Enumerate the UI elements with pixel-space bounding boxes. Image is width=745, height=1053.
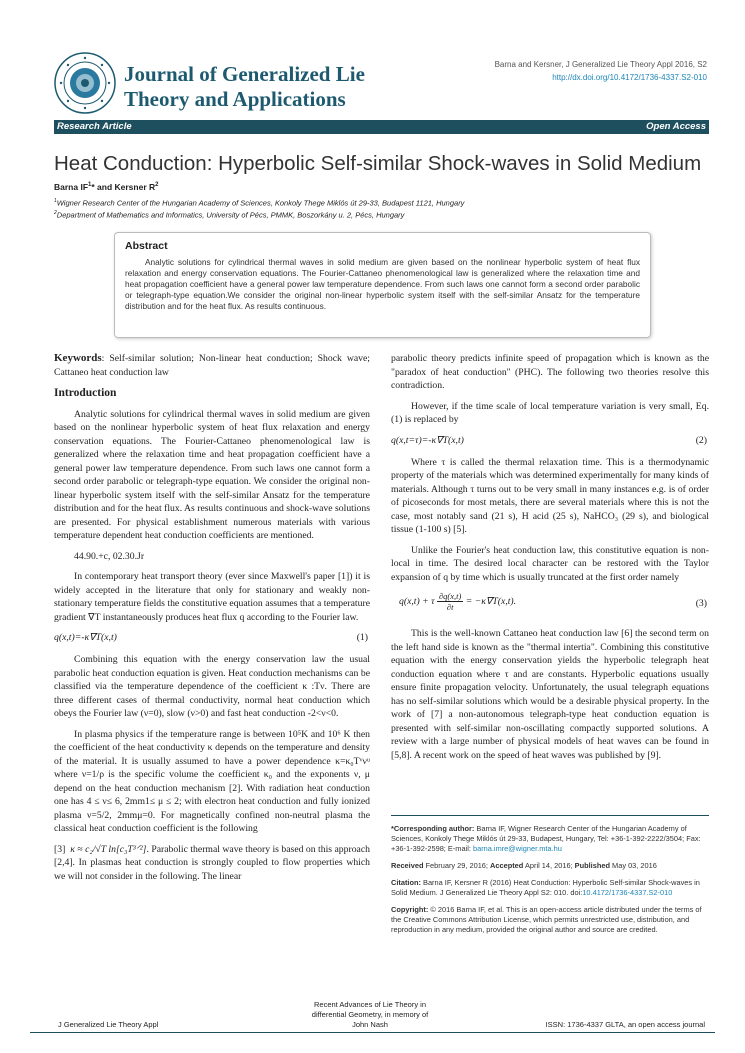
header-citation: Barna and Kersner, J Generalized Lie Theory Appl 2016, S2: [494, 60, 707, 69]
article-type-bar: [54, 120, 709, 134]
footer-center: [290, 1000, 450, 1030]
footer-issn: ISSN: 1736-4337 GLTA, an open access journal: [545, 1020, 705, 1029]
copyright-label: Copyright:: [391, 905, 429, 914]
article-type-label: Research Article: [57, 121, 132, 132]
equation-2-number: (2): [695, 434, 707, 446]
equation-2: [391, 434, 709, 448]
corresponding-author-text: Barna IF, Wigner Research Center of the Hungarian Academy of Sciences, Konkoly Thege Miklós út 29-33, Budapest, Hungary, Tel: +36-1-392-2222/3504; Fax: +36-1-392-2598; E-mail:: [391, 824, 701, 853]
received-label: Received: [391, 861, 424, 870]
citation: [391, 878, 709, 898]
right-paragraph-5: This is the well-known Cattaneo heat conduction law [6] the second term on the left hand side is known as the "thermal intertia". Combining this constitutive equation with the energy conservation yields the hyperbolic telegraph heat conduction equation where τ and are constants. Hyperbolic equations usually ensure finite propagation velocity. Unfortunately, the usual telegraph equations has no self-similar solutions which would be a desirable physical property. In the work of [7] a non-autonomous telegraph-type heat conduction equation is presented with self-similar non-oscillating compactly supported solutions. A review with a large number of physical models of heat waves can be found in [5,8]. A recent work on the speed of heat waves was published by [9].: [391, 628, 709, 761]
right-paragraph-1: parabolic theory predicts infinite speed of propagation which is known as the "paradox of heat conduction" (PHC). The following two theories resolve this contradiction.: [391, 353, 709, 391]
citation-label: Citation:: [391, 878, 421, 887]
citation-doi-link[interactable]: 10.4172/1736-4337.S2-010: [582, 888, 673, 897]
kappa-formula: κ ≈ c₂/√T ln[c₃T³ᐟ²]: [70, 843, 147, 855]
right-paragraph-3: Where τ is called the thermal relaxation time. This is a thermodynamic property of the materials which was determined experimentally for many kinds of materials. Although τ turns out to be very small in many instances e.g. is of order of picoseconds for most metals, there are several materials where this is not the case, most notably sand (21 s), H acid (25 s), NaHCO₃ (29 s), and biological tissue (1-100 s) [5].: [391, 456, 709, 535]
footer-center-line-1: Recent Advances of Lie Theory in: [313, 1000, 426, 1009]
introduction-heading: Introduction: [54, 387, 117, 399]
author-email-link[interactable]: barna.imre@wigner.mta.hu: [472, 844, 562, 853]
abstract-text: Analytic solutions for cylindrical thermal waves in solid medium are given based on the nonlinear hyperbolic system of heat flux relaxation and energy conservation equations. The Fourier-Cattaneo phenomenological law is generalized where the relaxation time and heat propagation coefficient have a general power law temperature dependence. From such laws one cannot form a second order parabolic or telegraph-type equation.We consider the original non-linear hyperbolic system itself with the self-similar Ansatz for the temperature distribution and for the heat flux. As results continuous.: [125, 257, 640, 311]
abstract-box: [114, 232, 651, 338]
corresponding-author: [391, 824, 709, 854]
affiliation-1: $^1$Wigner Research Center of the Hungarian Academy of Sciences, Konkoly Thege Miklós út 29-33, Budapest 1121, Hungary: [54, 198, 465, 208]
header-doi-link[interactable]: http://dx.doi.org/10.4172/1736-4337.S2-010: [552, 73, 707, 82]
left-column: [54, 352, 370, 890]
intro-paragraph-2: In contemporary heat transport theory (ever since Maxwell's paper [1]) it is widely accepted in the literature that only for stationary and weakly non-stationary temperature fields the constitutive equation assumes that a temperature gradient ∇T instantaneously produces heat flux q according to the Fourier law.: [54, 571, 370, 623]
open-access-label: Open Access: [646, 121, 706, 132]
published-label: Published: [574, 861, 610, 870]
journal-title: Journal of Generalized Lie Theory and Applications: [124, 62, 365, 111]
keywords-label: Keywords: [54, 352, 102, 364]
right-paragraph-2: However, if the time scale of local temperature variation is very small, Eq. (1) is replaced by: [391, 400, 709, 425]
equation-3-denominator: ∂t: [446, 602, 454, 612]
footer-journal: J Generalized Lie Theory Appl: [58, 1020, 159, 1029]
equation-1-number: (1): [356, 632, 368, 643]
footer-divider: [30, 1032, 715, 1033]
equation-3-left: q(x,t) + τ: [399, 595, 435, 607]
right-paragraph-4: Unlike the Fourier's heat conduction law, this constitutive equation is non-local in time. The desired local character can be restored with the Taylor expansion of q by time which is usually truncated at the first order namely: [391, 544, 709, 583]
accepted-label: Accepted: [490, 861, 524, 870]
corresponding-author-label: *Corresponding author:: [391, 824, 475, 833]
dates: [391, 861, 709, 871]
received-date: February 29, 2016;: [423, 861, 491, 870]
footer-center-line-3: John Nash: [352, 1020, 388, 1029]
equation-3: [391, 591, 709, 619]
journal-logo-icon: [54, 52, 116, 114]
intro-paragraph-5: [54, 843, 370, 884]
affiliation-2: $^2$Department of Mathematics and Informatics, University of Pécs, PMMK, Boszorkány u. 2, Pécs, Hungary: [54, 210, 405, 220]
footnote-block: [391, 815, 709, 942]
copyright: [391, 905, 709, 935]
published-date: May 03, 2016: [610, 861, 657, 870]
equation-3-right: = −κ∇T(x,t).: [465, 595, 517, 607]
authors: Barna $IF^1*$ and Kersner $R^2$: [54, 182, 159, 192]
citation-text: Barna IF, Kersner R (2016) Heat Conduction: Hyperbolic Self-similar Shock-waves in Solid Medium. J Generalized Lie Theory Appl S2: 010. doi:: [391, 878, 700, 897]
paper-title: Heat Conduction: Hyperbolic Self-similar Shock-waves in Solid Medium: [54, 152, 702, 175]
right-column: [391, 352, 709, 769]
copyright-text: © 2016 Barna IF, et al. This is an open-access article distributed under the terms of the Creative Commons Attribution License, which permits unrestricted use, distribution, and reproduction in any medium, provided the original author and source are credited.: [391, 905, 702, 934]
equation-1-body: q(x,t)=-κ∇T(x,t): [54, 632, 117, 643]
footer-center-line-2: differential Geometry, in memory of: [311, 1010, 429, 1019]
equation-3-numerator: ∂q(x,t): [438, 591, 462, 601]
intro-paragraph-5-text: . Parabolic thermal wave theory is based on this approach [2,4]. In plasmas heat conduction is strongly coupled to flow properties which we will not consider in the following. The linear: [54, 843, 370, 882]
intro-paragraph-3: Combining this equation with the energy conservation law the usual parabolic heat conduction equation is given. Heat conduction mechanisms can be classified via the temperature dependence of the coefficient κ :Tν. There are three different cases of thermal conductivity, normal heat conduction which obeys the Fourier law (ν=0), slow (ν>0) and fast heat conduction -2<ν<0.: [54, 654, 370, 719]
intro-paragraph-1: Analytic solutions for cylindrical thermal waves in solid medium are given based on the nonlinear hyperbolic system of heat flux relaxation and energy conservation equations. The Fourier-Cattaneo phenomenological law is generalized where the relaxation time and heat propagation coefficient have a general power law temperature dependence. From such laws one cannot form a second order parabolic or telegraph-type equation. We consider the original non-linear hyperbolic system itself with the self-similar Ansatz for the temperature distribution and for the heat flux. As results continuous and shock-wave solutions are presented. For physical establishment numerous materials with various temperature dependent heat conduction coefficients are mentioned.: [54, 408, 370, 541]
equation-3-fraction: [437, 591, 463, 612]
equation-1: [54, 631, 370, 645]
accepted-date: April 14, 2016;: [523, 861, 575, 870]
abstract-heading: Abstract: [125, 240, 168, 252]
pacs-codes: 44.90.+c, 02.30.Jr: [74, 550, 145, 562]
keywords: [54, 352, 370, 379]
intro-paragraph-4: In plasma physics if the temperature range is between 10⁵K and 10⁶ K then the coefficient of the heat conductivity κ depends on the temperature and density of the material. It is usually assumed to have a power dependence κ=κ₀Tᵛνᵘ where ν=1/ρ is the specific volume the coefficient κ₀ and the exponents ν, μ depend on the heat conduction mechanism [2]. With radiation heat conduction one has 4 ≤ ν≤ 6, 2mm1≤ μ ≤ 2; with electron heat conduction and fully ionized plasma ν=5/2, 2mmμ=0. For magnetically confined non-neutral plasma the classical heat conduction coefficient is the following: [54, 728, 370, 834]
equation-3-number: (3): [695, 598, 707, 609]
equation-2-body: q(x,t=τ)=-κ∇T(x,t): [391, 434, 464, 446]
keywords-text: : Self-similar solution; Non-linear heat conduction; Shock wave; Cattaneo heat conduction law: [54, 353, 370, 378]
ref-3: [3]: [54, 843, 66, 855]
